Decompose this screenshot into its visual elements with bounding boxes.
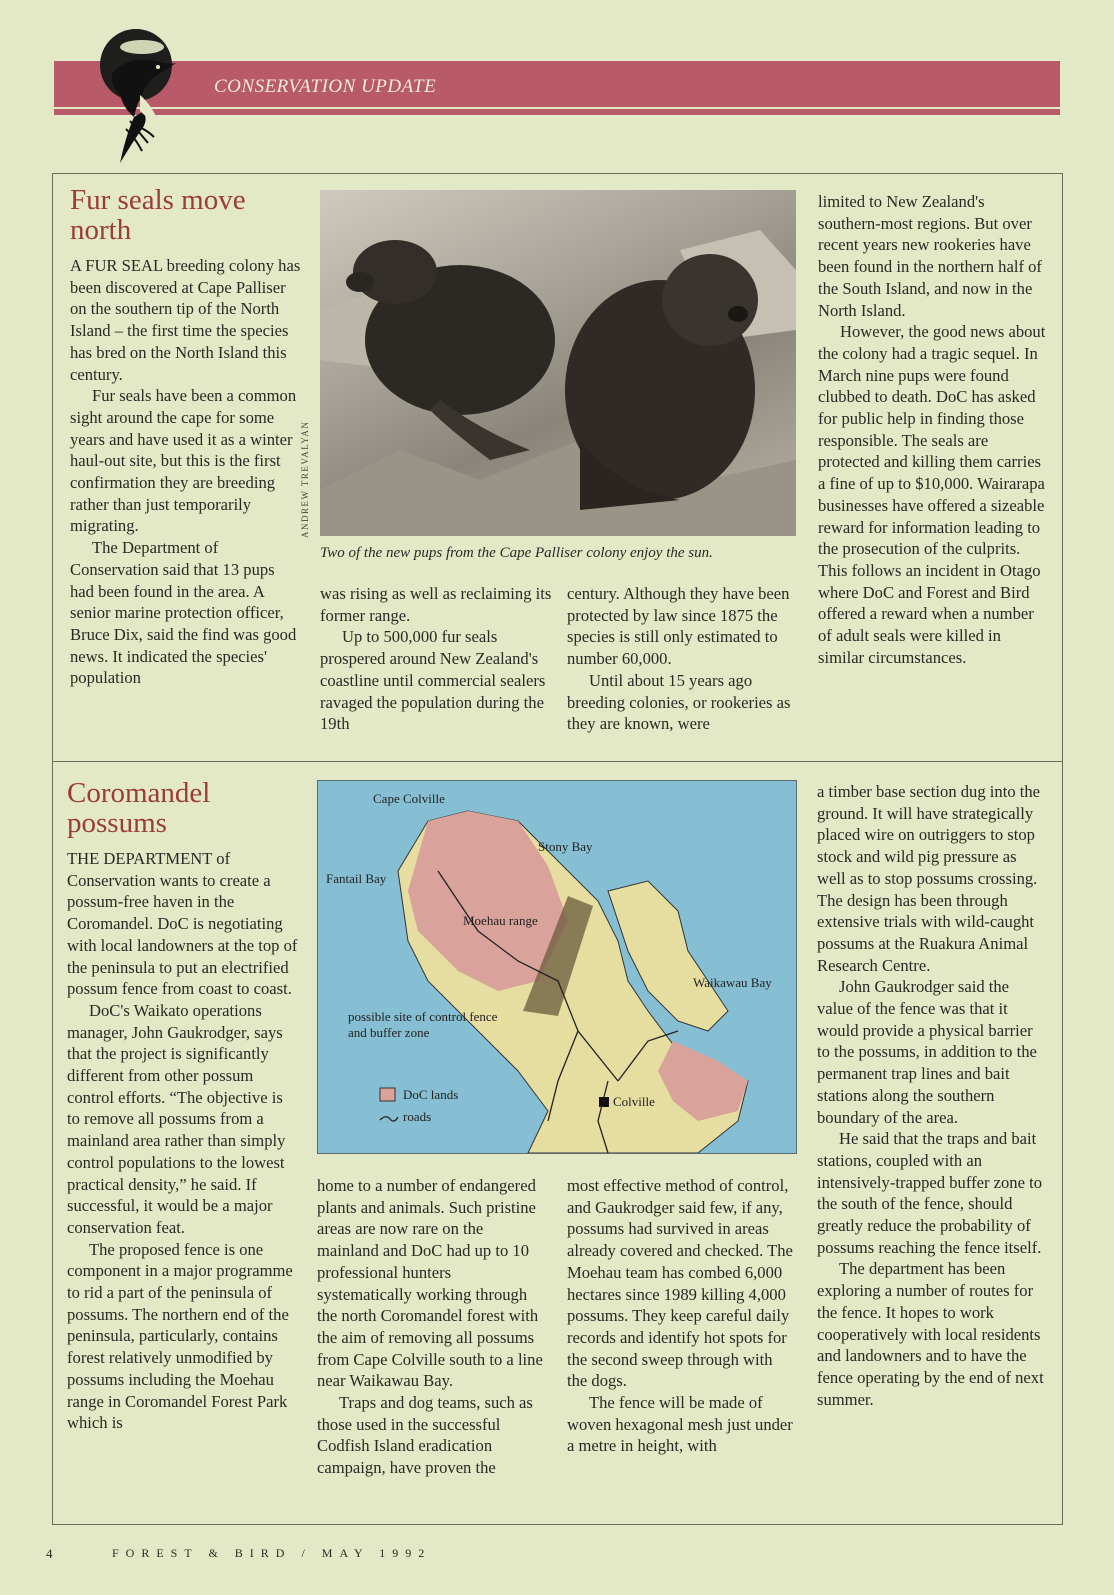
paragraph: The fence will be made of woven hexagonal mesh just under a metre in height, with — [567, 1393, 793, 1456]
story2-column-3 — [567, 1175, 795, 1457]
paragraph: THE DEPARTMENT of Conservation wants to create a possum-free haven in the Coromandel. DoC is negotiating with local landowners at the top of the peninsula to put an electrified possum fence from coast to coast. — [67, 849, 298, 999]
paragraph: Until about 15 years ago breeding colonies, or rookeries as they are known, were — [567, 670, 791, 734]
map-label-stony-bay: Stony Bay — [538, 839, 593, 854]
story1-column-3 — [567, 583, 795, 735]
map-label-fantail-bay: Fantail Bay — [326, 871, 387, 886]
paragraph: John Gaukrodger said the value of the fence was that it would provide a physical barrier to the possums, in addition to the permanent trap lines and bait stations along the southern boundary of the area. — [817, 977, 1037, 1127]
paragraph: Fur seals have been a common sight around the cape for some years and have used it as a winter haul-out site, but this is the first confirmation they are breeding rather than just temporarily migrating. — [70, 386, 297, 536]
paragraph: a timber base section dug into the ground. It will have strategically placed wire on outriggers to stop stock and wild pig pressure as well as to stop possums crossing. The design has been through extensive trials with wild-caught possums at the Ruakura Animal Research Centre. — [817, 782, 1041, 975]
map-label-fence-line1: possible site of control fence — [348, 1009, 498, 1024]
legend-roads: roads — [403, 1109, 432, 1124]
map-label-waikawau-bay: Waikawau Bay — [693, 975, 772, 990]
section-banner — [54, 61, 1060, 115]
photo-credit: ANDREW TREVALYAN — [300, 420, 310, 538]
map-illustration — [318, 781, 796, 1153]
paragraph: limited to New Zealand's southern-most regions. But over recent years new rookeries have been found in the northern half of the South Island, and now in the North Island. — [818, 192, 1042, 320]
story1-column-1 — [70, 255, 302, 689]
paragraph: Up to 500,000 fur seals prospered around New Zealand's coastline until commercial sealers ravaged the population during the 19th — [320, 627, 546, 734]
photo-caption: Two of the new pups from the Cape Palliser colony enjoy the sun. — [320, 545, 713, 561]
paragraph: century. Although they have been protected by law since 1875 the species is still only estimated to number 60,000. — [567, 584, 790, 669]
publication-line: FOREST & BIRD / MAY 1992 — [112, 1546, 432, 1560]
paragraph: was rising as well as reclaiming its former range. — [320, 584, 552, 625]
headline-coromandel-possums: Coromandel possums — [67, 777, 211, 839]
paragraph: The department has been exploring a number of routes for the fence. It hopes to work cooperatively with local residents and landowners and to have the fence operating by the end of next summer. — [817, 1259, 1044, 1409]
page-number: 4 — [46, 1546, 53, 1561]
section-title: CONSERVATION UPDATE — [214, 76, 437, 97]
story2-column-1 — [67, 848, 299, 1434]
paragraph: A FUR SEAL breeding colony has been discovered at Cape Palliser on the southern tip of the North Island – the first time the species has bred on the North Island this century. — [70, 256, 301, 384]
bird-logo-icon — [90, 25, 182, 167]
paragraph: He said that the traps and bait stations, coupled with an intensively-trapped buffer zone to the south of the fence, should greatly reduce the probability of possums reaching the fence itself. — [817, 1129, 1043, 1257]
map-label-cape-colville: Cape Colville — [373, 791, 445, 806]
legend-doc-lands: DoC lands — [403, 1087, 459, 1102]
paragraph: The proposed fence is one component in a major programme to rid a part of the peninsula of possums. The northern end of the peninsula, particularly, contains forest relatively unmodified by possums including the Moehau range in Coromandel Forest Park which is — [67, 1239, 293, 1433]
paragraph: most effective method of control, and Gaukrodger said few, if any, possums had survived in areas already covered and checked. The Moehau team has combed 6,000 hectares since 1989 killing 4,000 possums. They keep careful daily records and identify hot spots for the second sweep through with the dogs. — [567, 1176, 793, 1391]
coromandel-map — [317, 780, 797, 1154]
paragraph: The Department of Conservation said that 13 pups had been found in the area. A senior marine protection officer, Bruce Dix, said the find was good news. It indicated the species' population — [70, 538, 297, 688]
story1-column-2 — [320, 583, 552, 735]
headline-fur-seals: Fur seals move north — [70, 184, 246, 246]
paragraph: home to a number of endangered plants and animals. Such pristine areas are now rare on the mainland and DoC had up to 10 professional hunters systematically working through the north Coromandel forest with the aim of removing all possums from Cape Colville south to a line near Waikawau Bay. — [317, 1176, 543, 1391]
story2-column-4 — [817, 781, 1049, 1410]
paragraph: Traps and dog teams, such as those used in the successful Codfish Island eradication campaign, have proven the — [317, 1393, 533, 1478]
paragraph: DoC's Waikato operations manager, John Gaukrodger, says that the project is significantly different from other possum control efforts. “The objective is to remove all possums from a mainland area rather than simply control populations to the lowest practical density,” he said. If successful, it would be a major conservation feat. — [67, 1000, 286, 1237]
legend-doc-swatch — [380, 1088, 395, 1101]
story1-column-4 — [818, 191, 1050, 668]
paragraph: However, the good news about the colony had a tragic sequel. In March nine pups were found clubbed to death. DoC has asked for public help in finding those responsible. The seals are protected and killing them carries a fine of up to $10,000. Wairarapa businesses have offered a sizeable reward for information leading to the prosecution of the culprits. This follows an incident in Otago where DoC and Forest and Bird offered a reward when a number of adult seals were killed in similar circumstances. — [818, 322, 1046, 667]
map-label-moehau-range: Moehau range — [463, 913, 538, 928]
story2-column-2 — [317, 1175, 549, 1479]
map-label-colville: Colville — [613, 1094, 655, 1109]
fur-seal-pups-photo — [320, 190, 796, 536]
map-label-fence-line2: and buffer zone — [348, 1025, 430, 1040]
seal-photo-illustration — [320, 190, 796, 536]
